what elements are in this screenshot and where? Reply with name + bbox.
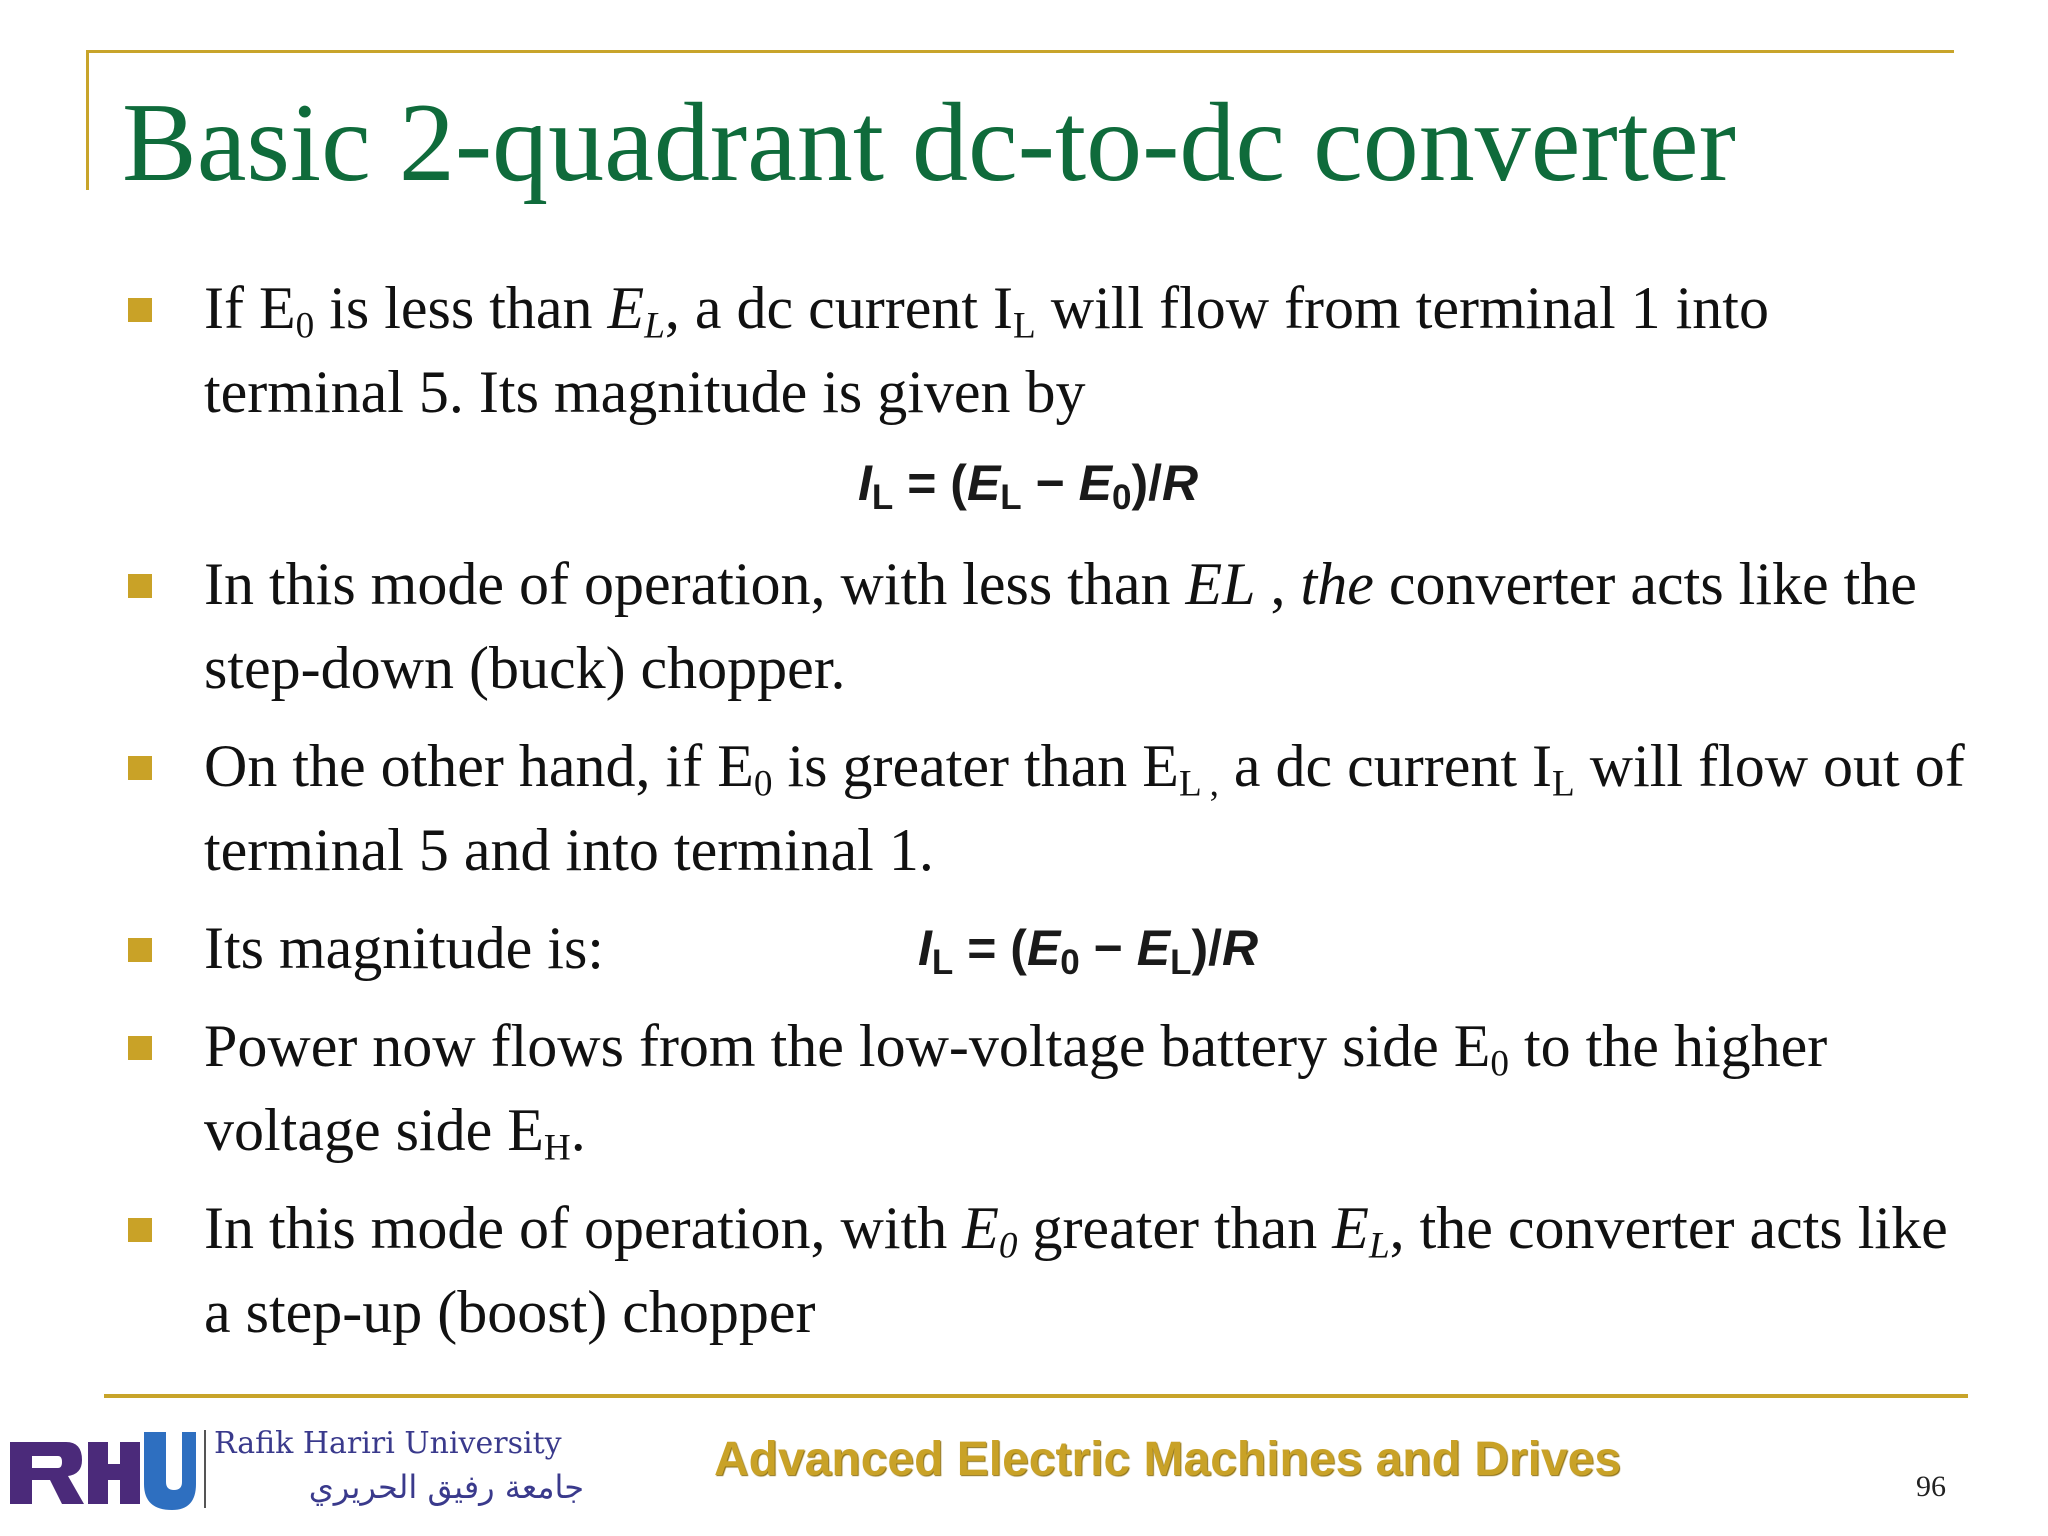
- eq-operator: )/: [1131, 455, 1163, 511]
- eq-subscript: 0: [1112, 477, 1132, 517]
- bullet-text: is less than: [314, 275, 608, 341]
- bullet-square-icon: [128, 1036, 152, 1060]
- bullet-text: In this mode of operation, with less than: [204, 551, 1186, 617]
- bullet-text: will flow out of terminal 5 and into terminal 1.: [204, 733, 1965, 883]
- bullet-text: Power now flows from the low-voltage battery side E: [204, 1013, 1491, 1079]
- footer-rule: [104, 1394, 1968, 1398]
- eq-operator: −: [1021, 455, 1079, 511]
- eq-operator: = (: [953, 920, 1027, 976]
- university-name-english: Rafik Hariri University: [214, 1426, 562, 1461]
- bullet-text: In this mode of operation, with: [204, 1195, 963, 1261]
- bullet-square-icon: [128, 938, 152, 962]
- subscript: L: [644, 305, 665, 347]
- subscript: 0: [753, 763, 773, 805]
- italic-word: the: [1300, 551, 1374, 617]
- bullet-square-icon: [128, 574, 152, 598]
- bullet-text: On the other hand, if E: [204, 733, 754, 799]
- bullet-item-6: [128, 1186, 1968, 1354]
- slide-body: [128, 266, 1968, 1354]
- bullet-text: Its magnitude is:: [204, 915, 604, 981]
- bullet-item-4: [128, 906, 1968, 990]
- subscript: L: [1013, 305, 1036, 347]
- eq-symbol: I: [858, 455, 872, 511]
- eq-operator: = (: [893, 455, 967, 511]
- bullet-item-1: [128, 266, 1968, 434]
- eq-operator: )/: [1191, 920, 1223, 976]
- title-frame-top-rule: [86, 50, 1954, 53]
- bullet-square-icon: [128, 756, 152, 780]
- university-name-arabic: جامعة رفيق الحريري: [308, 1468, 584, 1506]
- eq-symbol: E: [1078, 455, 1113, 511]
- eq-symbol: R: [1162, 455, 1199, 511]
- eq-symbol: E: [966, 455, 1001, 511]
- title-frame-left-rule: [86, 50, 89, 190]
- bullet-text: a dc current I: [1218, 733, 1553, 799]
- slide-title: Basic 2-quadrant dc-to-dc converter: [122, 81, 1736, 205]
- eq-symbol: E: [1026, 920, 1061, 976]
- course-title: Advanced Electric Machines and Drives: [714, 1433, 1622, 1486]
- subscript: L ,: [1178, 763, 1219, 805]
- eq-subscript: L: [1170, 942, 1192, 982]
- bullet-text: , the converter acts like a step-up (boost) chopper: [204, 1195, 1948, 1345]
- bullet-text: greater than: [1017, 1195, 1333, 1261]
- bullet-text: is greater than E: [772, 733, 1179, 799]
- eq-subscript: L: [931, 942, 954, 982]
- equation-current-buck: [858, 448, 1968, 518]
- eq-symbol: E: [1136, 920, 1171, 976]
- variable: E: [1332, 1195, 1369, 1261]
- subscript: H: [543, 1127, 571, 1169]
- bullet-text: .: [570, 1097, 586, 1163]
- bullet-text: to the higher voltage side E: [204, 1013, 1828, 1163]
- variable: EL: [1185, 551, 1256, 617]
- subscript: L: [1552, 763, 1575, 805]
- subscript: 0: [1490, 1043, 1509, 1085]
- rhu-logo-mark-icon: [8, 1424, 198, 1516]
- logo-divider: [204, 1430, 206, 1508]
- bullet-square-icon: [128, 298, 152, 322]
- bullet-item-3: [128, 724, 1968, 892]
- page-number: 96: [1916, 1470, 1946, 1503]
- subscript: 0: [295, 305, 315, 347]
- bullet-item-2: [128, 542, 1968, 710]
- equation-current-boost: [918, 906, 1258, 990]
- eq-symbol: R: [1222, 920, 1259, 976]
- bullet-text: ,: [1255, 551, 1301, 617]
- bullet-square-icon: [128, 1218, 152, 1242]
- variable: E: [607, 275, 645, 341]
- eq-subscript: 0: [1060, 942, 1080, 982]
- subscript: 0: [998, 1225, 1018, 1267]
- eq-subscript: L: [871, 477, 894, 517]
- bullet-item-5: [128, 1004, 1968, 1172]
- eq-symbol: I: [918, 920, 932, 976]
- eq-subscript: L: [1000, 477, 1022, 517]
- variable: E: [962, 1195, 999, 1261]
- bullet-text: will flow from terminal 1 into terminal 5. Its magnitude is given by: [204, 275, 1769, 425]
- subscript: L: [1368, 1225, 1390, 1267]
- bullet-text: converter acts like the step-down (buck) chopper.: [204, 551, 1917, 701]
- bullet-text: , a dc current I: [664, 275, 1014, 341]
- bullet-text: If E: [204, 275, 296, 341]
- eq-operator: −: [1079, 920, 1137, 976]
- university-logo: [8, 1424, 584, 1524]
